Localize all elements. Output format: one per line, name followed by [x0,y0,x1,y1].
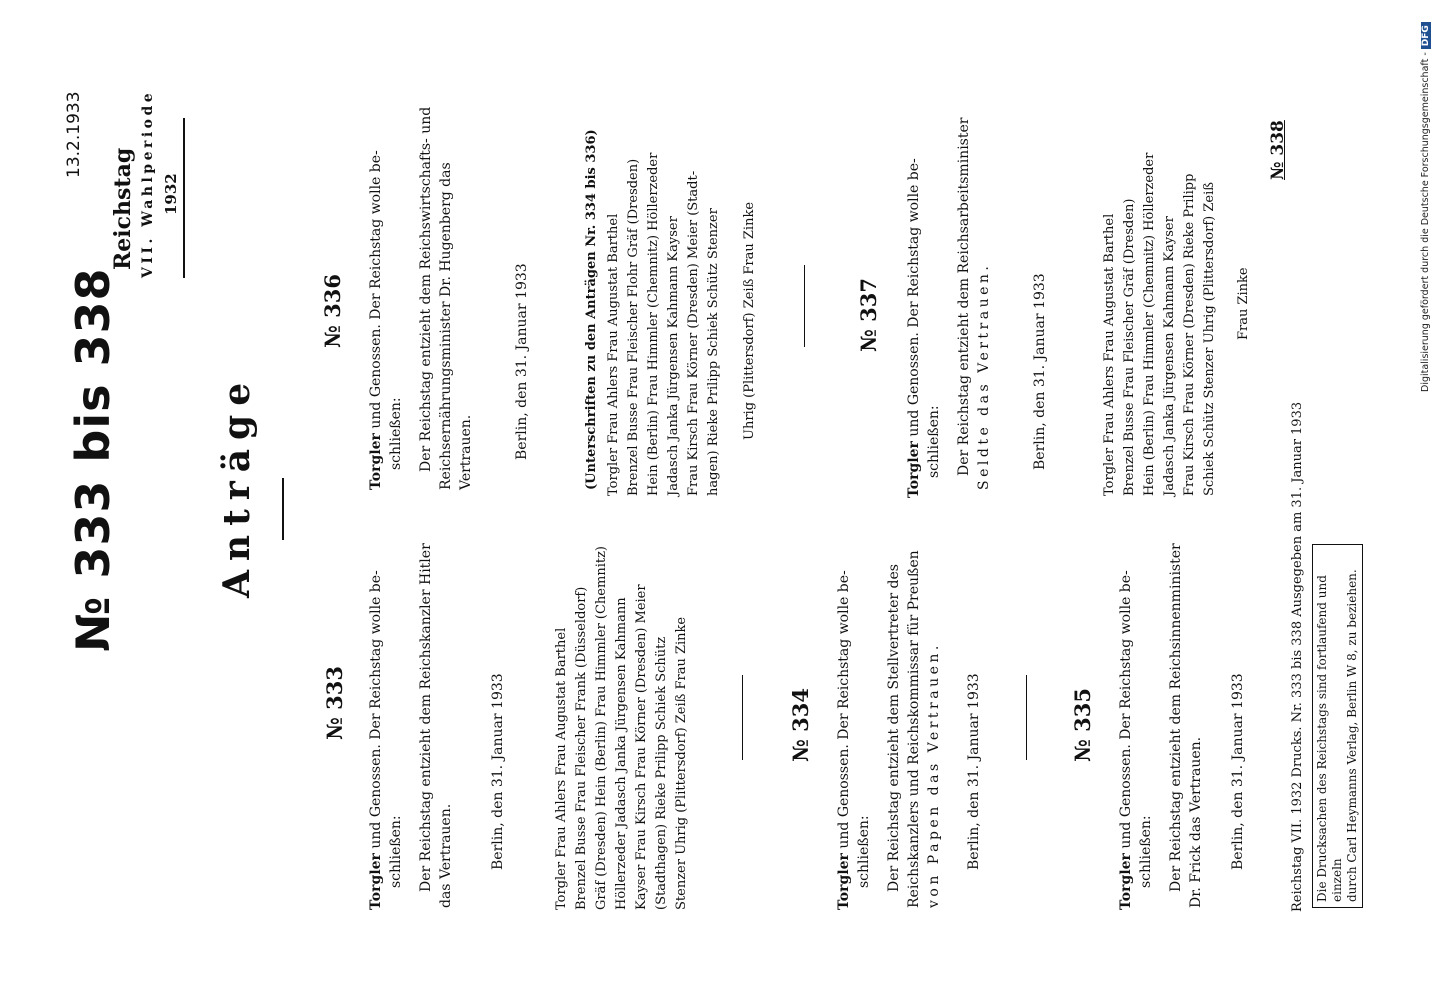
motion-337-intro [906,158,922,498]
motion-337-text1: Der Reichstag entzieht dem Reichsarbeitsminister [956,117,972,476]
signature-line: Uhrig (Plittersdorf) Zeiß Frau Zinke [742,201,757,440]
separator-rule [1026,675,1027,760]
motion-333-text2: das Vertrauen. [438,803,454,908]
signature-line: Stenzer Uhrig (Plittersdorf) Zeiß Frau Zinke [674,616,689,910]
page-title: Anträge [216,373,258,598]
header-bracket-rule [183,118,185,278]
stamp-date: 13.2.1933 [64,91,84,178]
signature-line: Gräf (Dresden) Hein (Berlin) Frau Himmler (Chemnitz) [594,546,609,910]
signature-line: Brenzel Busse Frau Fleischer Flohr Gräf (Dresden) [626,158,641,496]
reichstag-label: Reichstag [110,147,136,270]
next-document-number: № 338 [1268,120,1288,180]
signature-line: Brenzel Busse Frau Fleischer Gräf (Dresden) [1122,198,1137,496]
signature-line: Torgler Frau Ahlers Frau Augustat Barthel [606,213,621,496]
motion-337-text2: Seldte das Vertrauen. [976,262,992,490]
motion-336-date: Berlin, den 31. Januar 1933 [514,263,530,460]
signature-line: Frau Kirsch Frau Körner (Dresden) Meier (Stadt- [686,170,701,496]
motion-335-date: Berlin, den 31. Januar 1933 [1230,673,1246,870]
motion-333-intro-name: Torgler [368,853,384,910]
motion-334-text2: Reichskanzlers und Reichskommissar für Preußen [906,550,922,908]
signature-line: Frau Zinke [1236,267,1251,340]
title-rule [282,478,284,540]
motion-336-intro-text: und Genossen. Der Reichstag wolle be- [368,150,384,429]
signature-line: hagen) Rieke Prilipp Schiek Schütz Stenzer [706,208,721,496]
year-label: 1932 [162,173,180,215]
motion-335-text2: Dr. Frick das Vertrauen. [1188,736,1204,908]
motion-336-text3: Vertrauen. [458,414,474,490]
motion-334-text3: von Papen das Vertrauen. [926,642,942,908]
motion-336-intro [368,150,384,490]
footer-notice-box [1312,544,1363,908]
motion-333-text1: Der Reichstag entzieht dem Reichskanzler Hitler [418,543,434,892]
motion-337-intro2: schließen: [926,405,942,478]
motion-335-text1: Der Reichstag entzieht dem Reichsinnenminister [1168,543,1184,892]
separator-rule [742,675,743,760]
motion-335-number: № 335 [1070,688,1095,762]
signature-line: Schiek Schütz Stenzer Uhrig (Plittersdorf) Zeiß [1202,182,1217,496]
motion-333-number: № 333 [322,666,347,740]
period-label: VII. Wahlperiode [140,89,156,278]
footer-line: Reichstag VII. 1932 Drucks. Nr. 333 bis 338 Ausgegeben am 31. Januar 1933 [1290,401,1305,912]
motion-335-intro-text: und Genossen. Der Reichstag wolle be- [1118,570,1134,849]
separator-rule [804,265,805,347]
motion-337-intro-name: Torgler [906,441,922,498]
motion-337-intro-text: und Genossen. Der Reichstag wolle be- [906,158,922,437]
motion-336-intro-name: Torgler [368,433,384,490]
motion-333-date: Berlin, den 31. Januar 1933 [490,673,506,870]
motion-336-signature-heading: (Unterschriften zu den Anträgen Nr. 334 bis 336) [584,129,599,490]
motion-335-intro [1118,570,1134,910]
footer-notice-line: durch Carl Heymanns Verlag, Berlin W 8, zu beziehen. [1345,569,1359,902]
motion-334-intro-text: und Genossen. Der Reichstag wolle be- [836,570,852,849]
motion-334-intro-name: Torgler [836,853,852,910]
footer-notice-line: Die Drucksachen des Reichstags sind fortlaufend und einzeln [1315,575,1344,902]
signature-line: Brenzel Busse Frau Fleischer Frank (Düsseldorf) [574,586,589,910]
motion-336-number: № 336 [320,274,345,348]
signature-line: Hein (Berlin) Frau Himmler (Chemnitz) Höllerzeder [1142,152,1157,496]
signature-line: Jadasch Janka Jürgensen Kahmann Kayser [1162,216,1177,496]
signature-line: (Stadthagen) Rieke Prilipp Schiek Schütz [654,636,669,910]
motion-336-intro2: schließen: [388,397,404,470]
motion-337-number: № 337 [856,278,881,352]
motion-334-intro2: schließen: [856,815,872,888]
signature-line: Höllerzeder Jadasch Janka Jürgensen Kahmann [614,597,629,910]
motion-336-text1: Der Reichstag entzieht dem Reichswirtschafts- und [418,106,434,472]
motion-335-intro2: schließen: [1138,815,1154,888]
motion-336-text2: Reichsernährungsminister Dr. Hugenberg das [438,162,454,490]
signature-line: Torgler Frau Ahlers Frau Augustat Barthel [554,627,569,910]
signature-line: Frau Kirsch Frau Körner (Dresden) Rieke Prilipp [1182,173,1197,496]
doc-number: № 333 bis 338 [66,267,120,652]
motion-334-date: Berlin, den 31. Januar 1933 [966,673,982,870]
signature-line: Torgler Frau Ahlers Frau Augustat Barthel [1102,213,1117,496]
motion-333-intro2: schließen: [388,815,404,888]
signature-line: Hein (Berlin) Frau Himmler (Chemnitz) Höllerzeder [646,152,661,496]
motion-337-date: Berlin, den 31. Januar 1933 [1032,273,1048,470]
motion-334-number: № 334 [788,688,813,762]
digitization-note-text: Digitalisierung gefördert durch die Deutsche Forschungsgemeinschaft - [1420,52,1431,392]
digitization-note [1420,22,1431,392]
motion-334-intro [836,570,852,910]
signature-line: Kayser Frau Kirsch Frau Körner (Dresden) Meier [634,584,649,910]
motion-333-intro-text: und Genossen. Der Reichstag wolle be- [368,570,384,849]
motion-333-intro [368,570,384,910]
signature-line: Jadasch Janka Jürgensen Kahmann Kayser [666,216,681,496]
motion-334-text1: Der Reichstag entzieht dem Stellvertreter des [886,564,902,892]
motion-335-intro-name: Torgler [1118,853,1134,910]
dfg-logo-icon: DFG [1421,22,1431,49]
